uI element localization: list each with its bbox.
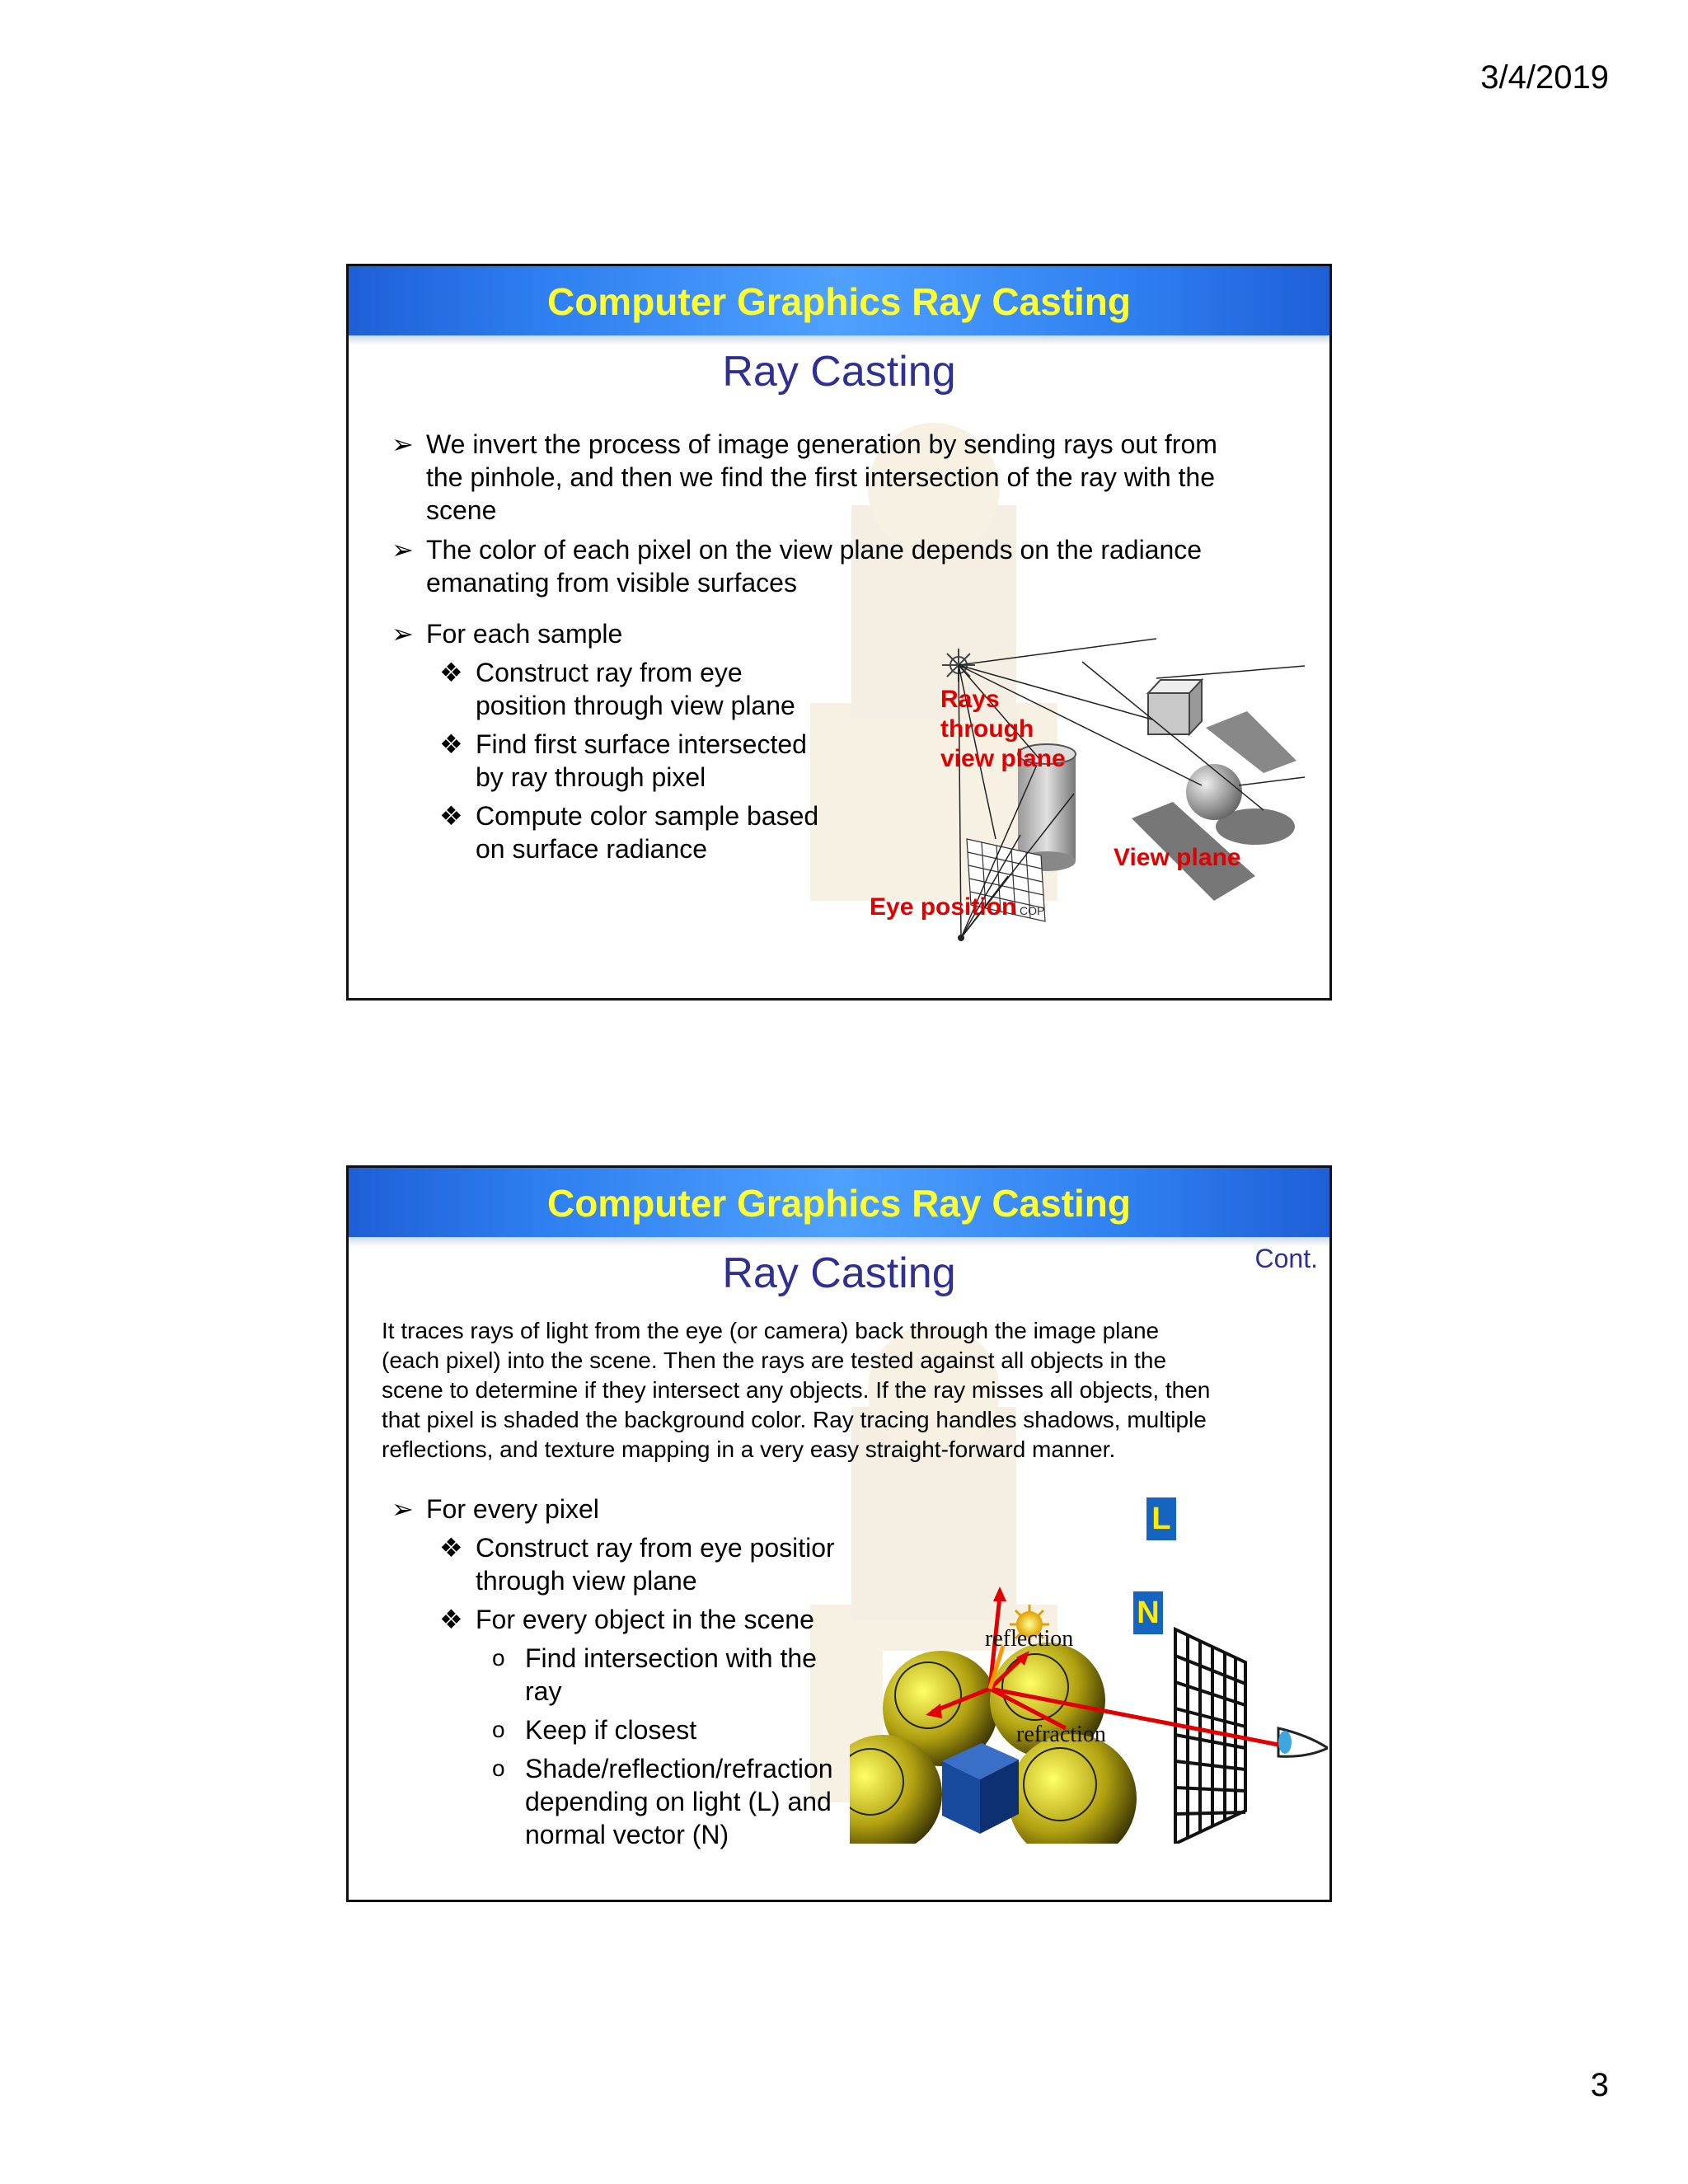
diamond-bullet-icon: ❖ <box>439 801 463 831</box>
arrow-head <box>993 1586 1006 1601</box>
bullet-line: the pinhole, and then we find the first intersection of the ray with the <box>426 462 1216 492</box>
ray-tracing-diagram <box>850 1572 1328 1844</box>
cube-shape <box>1148 680 1202 734</box>
bullet-line: Construct ray from eye positior <box>476 1533 835 1563</box>
bullet-line: on surface radiance <box>476 834 708 864</box>
slide-2-header-title: Computer Graphics Ray Casting <box>546 1182 1132 1225</box>
view-plane-label: View plane <box>1114 844 1241 871</box>
bullet-item <box>382 428 1288 527</box>
diamond-bullet-icon: ❖ <box>439 1605 463 1634</box>
sub-sub-bullet-item <box>382 1642 909 1708</box>
bullet-line: We invert the process of image generation by sending rays out from <box>426 429 1217 459</box>
paragraph-line: reflections, and texture mapping in a very easy straight-forward manner. <box>382 1436 1116 1462</box>
slide-1-header-title: Computer Graphics Ray Casting <box>546 280 1132 323</box>
sub-bullet-item <box>382 1603 909 1636</box>
header-divider <box>349 1237 1329 1247</box>
bullet-line: normal vector (N) <box>525 1820 729 1849</box>
slide-1-subtitle: Ray Casting <box>722 348 956 396</box>
eye-point <box>958 935 964 941</box>
bullet-item <box>382 533 1288 599</box>
bullet-line: For every pixel <box>426 1494 599 1524</box>
page-date: 3/4/2019 <box>1480 59 1609 96</box>
arrow-bullet-icon: ➢ <box>392 429 414 459</box>
diamond-bullet-icon: ❖ <box>439 1533 463 1563</box>
slide-2-header <box>349 1168 1329 1237</box>
arrow-bullet-icon: ➢ <box>392 619 414 649</box>
bullet-line: The color of each pixel on the view plane depends on the radiance <box>426 535 1203 565</box>
bullet-line: position through view plane <box>476 691 795 720</box>
diamond-bullet-icon: ❖ <box>439 658 463 687</box>
arrow-bullet-icon: ➢ <box>392 1494 414 1524</box>
bullet-line: Find first surface intersected <box>476 729 807 759</box>
refraction-label: refraction <box>1016 1722 1106 1747</box>
bullet-item <box>382 1493 909 1526</box>
paragraph-line: (each pixel) into the scene. Then the rays are tested against all objects in the <box>382 1347 1167 1373</box>
sub-sub-bullet-item <box>382 1713 909 1746</box>
eye-icon <box>1278 1728 1328 1756</box>
bullet-line: emanating from visible surfaces <box>426 568 797 598</box>
bullet-line: For each sample <box>426 619 623 649</box>
slide-1-header <box>349 266 1329 335</box>
page-number: 3 <box>1590 2067 1609 2103</box>
shadow-shape <box>1206 711 1296 773</box>
continued-label: Cont. <box>1254 1244 1318 1273</box>
arrow-bullet-icon: ➢ <box>392 535 414 565</box>
light-vector-label: L <box>1146 1497 1176 1540</box>
normal-vector-label: N <box>1133 1591 1163 1634</box>
bullet-line: ray <box>525 1676 562 1706</box>
slide-2-bullets <box>382 1493 909 1851</box>
bullet-line: For every object in the scene <box>476 1605 814 1634</box>
bullet-line: Find intersection with the <box>525 1643 817 1673</box>
slide-2-subtitle: Ray Casting <box>722 1249 956 1297</box>
bullet-line: by ray through pixel <box>476 762 706 792</box>
bullet-line: Compute color sample based <box>476 801 819 831</box>
paragraph-line: scene to determine if they intersect any objects. If the ray misses all objects, then <box>382 1377 1211 1403</box>
reflection-label: reflection <box>985 1626 1074 1652</box>
bullet-line: scene <box>426 495 497 525</box>
bullet-line: Construct ray from eye <box>476 658 743 687</box>
bullet-line: through view plane <box>476 1566 697 1596</box>
label-line: Rays <box>940 686 1000 713</box>
cop-label: COP <box>1020 904 1045 917</box>
slide-2 <box>346 1165 1332 1902</box>
slide-2-paragraph <box>382 1316 1305 1465</box>
sub-sub-bullet-item <box>382 1752 909 1851</box>
paragraph-line: It traces rays of light from the eye (or camera) back through the image plane <box>382 1318 1160 1343</box>
sphere-shape <box>1186 764 1242 820</box>
bullet-line: depending on light (L) and <box>525 1787 832 1816</box>
eye-position-label: Eye position <box>870 893 1017 921</box>
circle-bullet-icon: o <box>492 1717 505 1742</box>
circle-bullet-icon: o <box>492 1755 505 1781</box>
diamond-bullet-icon: ❖ <box>439 729 463 759</box>
rays-through-view-plane-label <box>940 685 1066 774</box>
slide-1 <box>346 264 1332 1001</box>
paragraph-line: that pixel is shaded the background color. Ray tracing handles shadows, multiple <box>382 1407 1207 1432</box>
label-line: view plane <box>940 745 1066 772</box>
header-divider <box>349 335 1329 345</box>
label-line: through <box>940 715 1034 743</box>
bullet-line: Shade/reflection/refraction <box>525 1754 833 1783</box>
sub-bullet-item <box>382 1531 909 1597</box>
circle-bullet-icon: o <box>492 1645 505 1671</box>
bullet-line: Keep if closest <box>525 1715 697 1745</box>
